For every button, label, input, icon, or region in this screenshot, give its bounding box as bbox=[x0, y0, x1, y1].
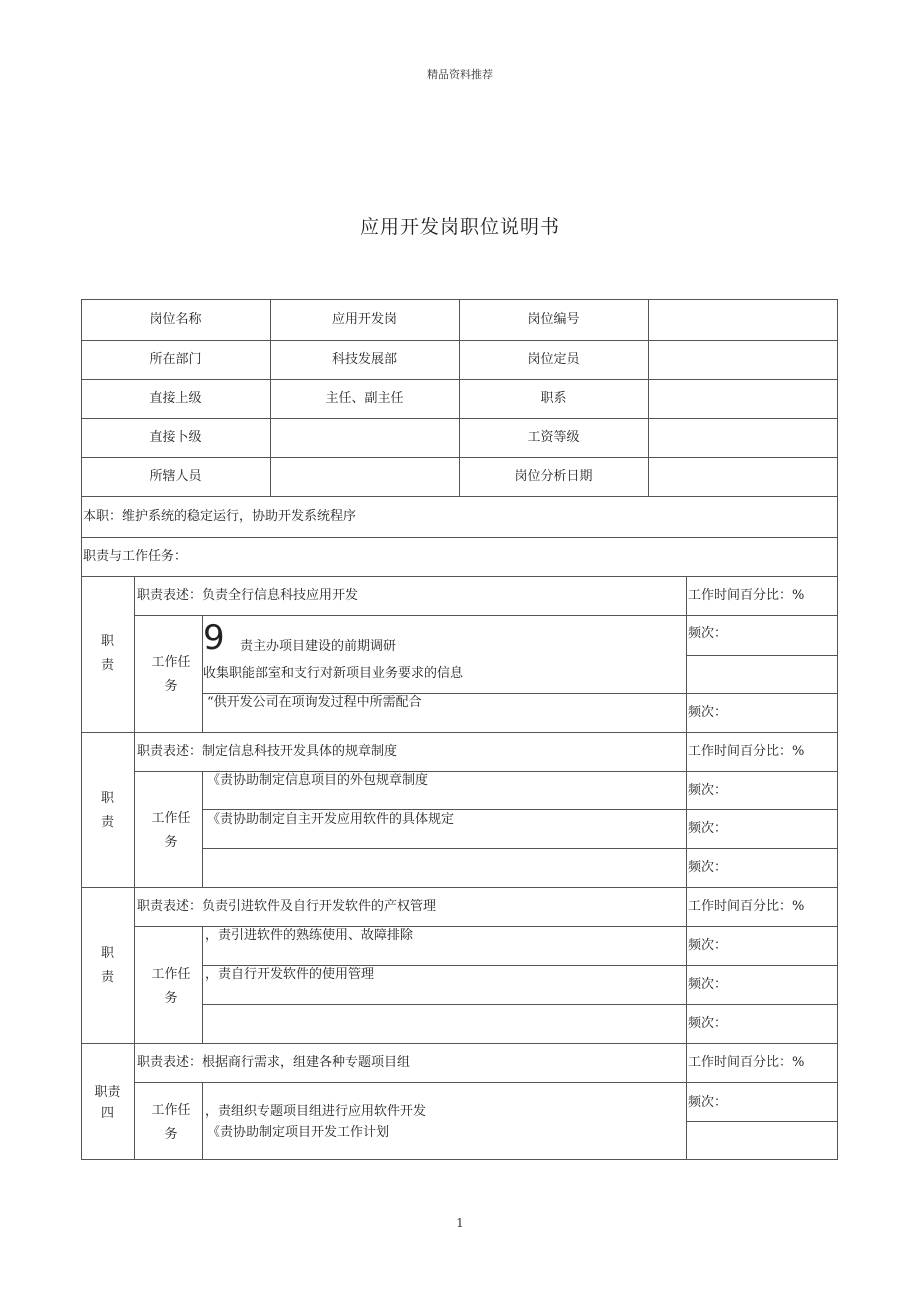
duty-3-statement: 职责表述：负责引进软件及自行开发软件的产权管理 bbox=[137, 899, 437, 914]
duty-4-label-a: 职责 bbox=[94, 1085, 121, 1100]
duty-4-task-2: 《责协助制定项目开发工作计划 bbox=[207, 1125, 390, 1140]
job-code-label: 岗位编号 bbox=[527, 312, 580, 327]
duty-1-statement: 职责表述：负责全行信息科技应用开发 bbox=[137, 588, 359, 603]
duties-header: 职责与工作任务： bbox=[83, 549, 188, 564]
duty-1-freq-1: 频次： bbox=[688, 626, 728, 641]
duty-2-time-percent: 工作时间百分比：% bbox=[688, 744, 805, 759]
analysis-date-label: 岗位分析日期 bbox=[514, 469, 593, 484]
department-value: 科技发展部 bbox=[331, 352, 397, 367]
job-description-table bbox=[81, 299, 838, 1160]
duty-1-label-a: 职 bbox=[100, 634, 114, 649]
duty-4-task-1: ，责组织专题项目组进行应用软件开发 bbox=[205, 1104, 427, 1119]
duty-3-time-percent: 工作时间百分比：% bbox=[688, 899, 805, 914]
duty-2-label-b: 责 bbox=[100, 815, 114, 830]
duty-1-work-task-label: 工作任务 bbox=[151, 655, 191, 694]
duty-2-task-2: 《责协助制定自主开发应用软件的具体规定 bbox=[207, 812, 455, 827]
duty-4-freq-1: 频次： bbox=[688, 1095, 728, 1110]
duty-summary: 本职：维护系统的稳定运行，协助开发系统程序 bbox=[83, 509, 357, 524]
duty-3-task-1: ，责引进软件的熟练使用、故障排除 bbox=[205, 928, 414, 943]
duty-4-statement: 职责表述：根据商行需求，组建各种专题项目组 bbox=[137, 1055, 411, 1070]
duty-1-task-3: “供开发公司在项询发过程中所需配合 bbox=[207, 695, 422, 710]
staff-label: 所辖人员 bbox=[149, 469, 202, 484]
supervisor-value: 主任、副主任 bbox=[325, 391, 404, 406]
job-name-value: 应用开发岗 bbox=[331, 312, 397, 327]
duty-3-work-task-label: 工作任务 bbox=[151, 967, 191, 1006]
duty-1-time-percent: 工作时间百分比：% bbox=[688, 588, 805, 603]
document-title: 应用开发岗职位说明书 bbox=[359, 216, 560, 238]
duty-2-label-a: 职 bbox=[100, 791, 114, 806]
job-name-label: 岗位名称 bbox=[149, 312, 202, 327]
page-header: 精品资料推荐 bbox=[427, 68, 493, 81]
headcount-label: 岗位定员 bbox=[527, 352, 580, 367]
duty-3-freq-3: 频次： bbox=[688, 1016, 728, 1031]
subordinate-label: 直接卜级 bbox=[149, 430, 202, 445]
department-label: 所在部门 bbox=[149, 352, 202, 367]
duty-1-label-b: 责 bbox=[100, 658, 114, 673]
duty-3-task-2: ，责自行开发软件的使用管理 bbox=[205, 967, 375, 982]
duty-1-freq-3: 频次： bbox=[688, 705, 728, 720]
duty-2-work-task-label: 工作任务 bbox=[151, 811, 191, 850]
duty-1-task-2: 收集职能部室和支行对新项目业务要求的信息 bbox=[203, 666, 464, 681]
job-family-label: 职系 bbox=[540, 391, 567, 406]
duty-2-task-1: 《责协助制定信息项目的外包规章制度 bbox=[207, 773, 429, 788]
duty-1-task-digit: 9 bbox=[203, 618, 225, 658]
duty-3-freq-2: 频次： bbox=[688, 977, 728, 992]
duty-3-freq-1: 频次： bbox=[688, 938, 728, 953]
duty-4-label-b: 四 bbox=[100, 1106, 114, 1121]
duty-1-task-1: 责主办项目建设的前期调研 bbox=[240, 639, 397, 654]
supervisor-label: 直接上级 bbox=[149, 391, 202, 406]
salary-grade-label: 工资等级 bbox=[527, 430, 580, 445]
duty-2-freq-1: 频次： bbox=[688, 783, 728, 798]
duty-2-freq-2: 频次： bbox=[688, 821, 728, 836]
duty-2-statement: 职责表述：制定信息科技开发具体的规章制度 bbox=[137, 744, 398, 759]
duty-4-work-task-label: 工作任务 bbox=[151, 1103, 191, 1142]
duty-2-freq-3: 频次： bbox=[688, 860, 728, 875]
page-number: 1 bbox=[456, 1216, 464, 1230]
duty-3-label-b: 责 bbox=[100, 970, 114, 985]
duty-3-label-a: 职 bbox=[100, 946, 114, 961]
duty-4-time-percent: 工作时间百分比：% bbox=[688, 1055, 805, 1070]
